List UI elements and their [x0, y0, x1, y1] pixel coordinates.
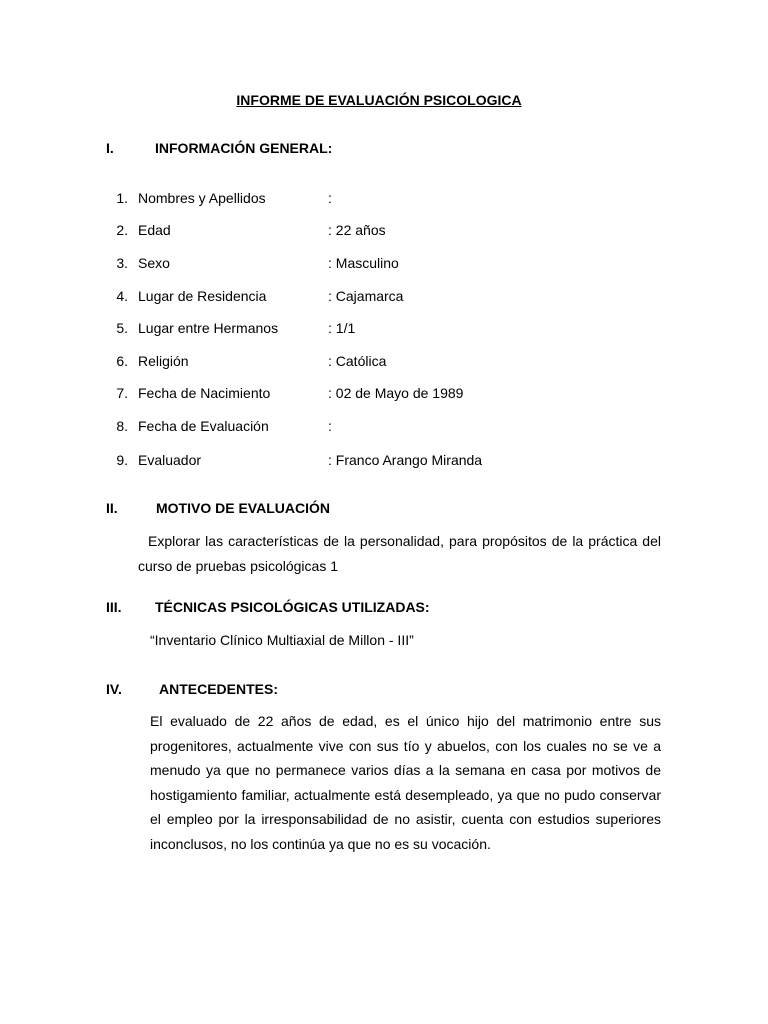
- item-number: 1.: [116, 190, 128, 206]
- section-2-number: II.: [106, 500, 118, 516]
- document-title: [0, 92, 768, 108]
- technique-name: “Inventario Clínico Multiaxial de Millon - III”: [150, 632, 414, 648]
- item-value: :: [328, 190, 332, 206]
- item-value: :: [328, 418, 332, 434]
- section-4-title: ANTECEDENTES:: [159, 681, 279, 697]
- document-title-text: INFORME DE EVALUACIÓN PSICOLOGICA: [236, 92, 522, 108]
- item-label: Lugar de Residencia: [138, 288, 267, 304]
- section-2-title: MOTIVO DE EVALUACIÓN: [156, 500, 330, 516]
- item-label: Evaluador: [138, 452, 202, 468]
- section-1-title: INFORMACIÓN GENERAL:: [155, 140, 333, 156]
- item-number: 5.: [116, 320, 128, 336]
- item-number: 8.: [116, 418, 128, 434]
- item-value: : 22 años: [328, 222, 386, 238]
- antecedentes-paragraph: El evaluado de 22 años de edad, es el único hijo del matrimonio entre sus progenitores, actualmente vive con sus tío y abuelos, con los cuales no se ve a menudo ya que no permanece varios días a la semana en casa por motivos de hostigamiento familiar, actualmente está desempleado, ya que no pudo conservar el empleo por la irresponsabilidad de no asistir, cuenta con estudios superiores inconclusos, no los continúa ya que no es su vocación.: [150, 713, 661, 852]
- item-label: Religión: [138, 353, 189, 369]
- motivo-paragraph: Explorar las características de la personalidad, para propósitos de la práctica del curso de pruebas psicológicas 1: [138, 533, 661, 574]
- item-label: Lugar entre Hermanos: [138, 320, 279, 336]
- section-3-title: TÉCNICAS PSICOLÓGICAS UTILIZADAS:: [155, 599, 430, 615]
- item-number: 6.: [116, 353, 128, 369]
- section-3-number: III.: [106, 599, 122, 615]
- item-label: Edad: [138, 222, 171, 238]
- item-number: 3.: [116, 255, 128, 271]
- item-label: Fecha de Nacimiento: [138, 385, 271, 401]
- item-value: : Masculino: [328, 255, 399, 271]
- item-value: : Franco Arango Miranda: [328, 452, 483, 468]
- section-4-number: IV.: [106, 681, 122, 697]
- item-value: : Católica: [328, 353, 387, 369]
- item-value: : 02 de Mayo de 1989: [328, 385, 464, 401]
- item-number: 4.: [116, 288, 128, 304]
- item-number: 9.: [116, 452, 128, 468]
- item-value: : 1/1: [328, 320, 356, 336]
- item-label: Fecha de Evaluación: [138, 418, 269, 434]
- item-label: Nombres y Apellidos: [138, 190, 266, 206]
- item-number: 2.: [116, 222, 128, 238]
- item-number: 7.: [116, 385, 128, 401]
- section-1-number: I.: [106, 140, 114, 156]
- item-label: Sexo: [138, 255, 170, 271]
- item-value: : Cajamarca: [328, 288, 404, 304]
